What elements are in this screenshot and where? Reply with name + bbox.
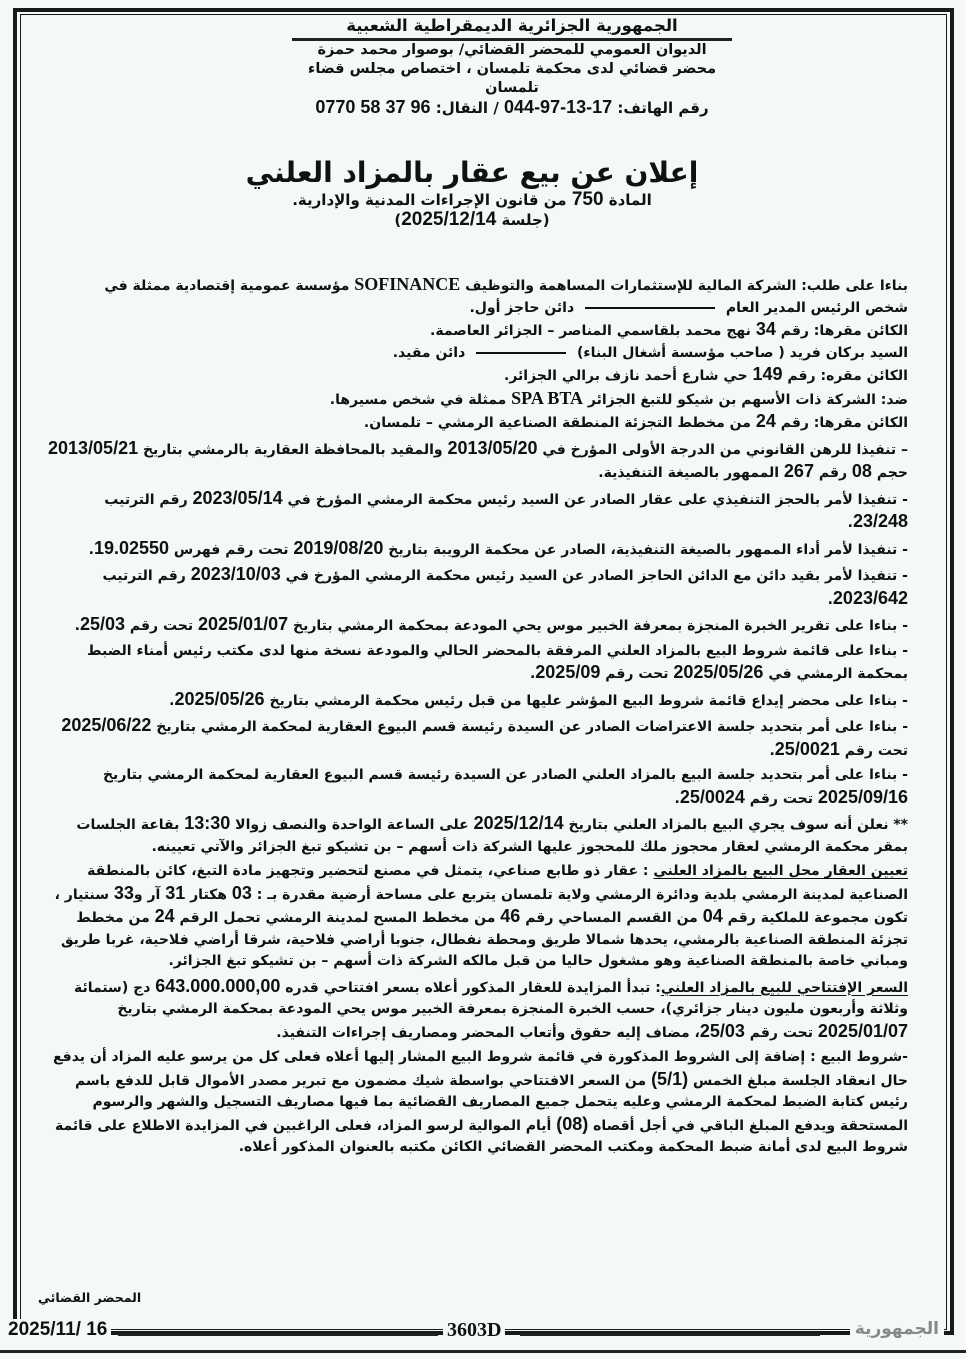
number-value: 25/0021 [774, 738, 840, 759]
number-value: 25/03 [79, 614, 126, 634]
mobile-label: النقال: [435, 99, 489, 117]
procedure-item [40, 715, 908, 762]
price-label: السعر الإفتتاحي للبيع بالمزاد العلني [660, 979, 908, 996]
phone-number: 044-97-13-17 [504, 97, 613, 117]
text-segment: سنتيار ، تكون مجموعة للملكية رقم [54, 886, 908, 926]
number-value: 31 [165, 882, 186, 903]
text-segment: من القسم المساحي رقم [520, 910, 703, 926]
text-segment: حجم [871, 465, 908, 481]
text-segment: رقم الترتيب [104, 491, 193, 508]
session-date: 2025/12/14 [401, 209, 497, 230]
address-rest: نهج محمد بلقاسمي المناصر – الجزائر العاصمة. [430, 323, 751, 339]
debtor-prefix: ضد: الشركة ذات الأسهم بن شيكو للتبغ الجزائر [587, 391, 908, 408]
number-value: 2023/10/03 [190, 564, 281, 584]
contact-line [292, 98, 732, 118]
text-segment: – تنفيذا للرهن القانوني من الدرجة الأولى المؤرخ في [537, 441, 908, 458]
number-value: 2023/05/14 [192, 487, 283, 508]
text-segment: ، مضاف إليه حقوق وأتعاب المحضر ومصاريف إجراءات التنفيذ. [276, 1024, 700, 1041]
number-value: 03 [231, 882, 252, 903]
text-segment: من السعر الافتتاحي بواسطة شيك مضمون مع تبرير مصدر الأموال قابل للدفع باسم رئيس كتابة الضبط لمحكمة الرمشي وعليه يتحمل جميع المصاريف القضائية بما فيها مصاريف التسجيل والشهر والرسوم المستحقة ويدفع المبلغ الباقي في أجل أقصاه [75, 1072, 908, 1134]
request-rest: مؤسسة عمومية إقتصادية ممثلة في [104, 278, 350, 294]
creditor-role: دائن مقيد. [392, 344, 466, 361]
number-value: (5/1) [651, 1068, 689, 1089]
text-segment: تحت رقم [125, 618, 199, 634]
text-segment: رقم الترتيب [102, 568, 191, 584]
procedure-item [40, 538, 908, 562]
sale-conditions [40, 1047, 908, 1159]
text-segment: - بناءا على تقرير الخبرة المنجزة بمعرفة الخبير موس يحي المودعة بمحكمة الرمشي بتاريخ [288, 618, 908, 634]
address-number: 149 [752, 364, 783, 384]
property-description [40, 861, 908, 973]
text-segment: والمقيد بالمحافظة العقارية بالرمشي بتاريخ [138, 441, 448, 458]
number-value: 2025/09/16 [817, 786, 908, 807]
bailiff-office: الديوان العمومي للمحضر القضائي/ بوصوار محمد حمزة [317, 42, 707, 58]
text-segment: - تنفيذا لأمر أداء الممهور بالصيغة التنفيذية، الصادر عن محكمة الرويبة بتاريخ [383, 541, 908, 558]
text-segment: - بناءا على أمر بتحديد جلسة الاعتراضات الصادر عن السيدة رئيسة قسم البيوع العقارية لمحكمة الرمشي بتاريخ [151, 719, 908, 735]
procedures-list [40, 438, 908, 811]
property-label: تعيين العقار محل البيع بالمزاد العلني [653, 863, 908, 879]
procedure-item [40, 564, 908, 611]
text-segment: . [88, 541, 94, 558]
text-segment: - تنفيذا لأمر بالحجز التنفيذي على عقار الصادر عن السيد رئيس محكمة الرمشي المؤرخ في [282, 491, 908, 508]
text-segment: بقاعة الجلسات بمقر محكمة الرمشي لعقار محجوز ملك للمحجوز عليها الشركة ذات أسهم – بن تشيكو تبغ الجزائر والآتي تعيينه. [76, 817, 908, 855]
text-segment: دج (ستمائة وثلاثة وأربعون مليون دينار جزائري)، حسب الخبرة المنجزة بمعرفة الخبير موس يحي المودعة بمحكمة الرمشي بتاريخ [73, 979, 908, 1017]
number-value: 24 [154, 906, 175, 926]
number-value: 23/248 [852, 511, 908, 531]
text-segment: من مخطط المسح لمدينة الرمشي تحمل الرقم [174, 910, 501, 926]
text-segment: تحت رقم [744, 1024, 818, 1041]
fill-line [476, 352, 566, 354]
text-segment: . [674, 790, 680, 807]
address-prefix: الكائن مقره: رقم [787, 368, 908, 384]
notice-title-block [222, 156, 722, 230]
number-value: 46 [500, 906, 521, 926]
procedure-item [40, 488, 908, 535]
number-value: 2025/05/26 [174, 688, 265, 709]
mobile-number: 0770 58 37 96 [315, 97, 431, 117]
address-2 [40, 364, 908, 388]
text-segment: . [529, 666, 536, 682]
text-segment: . [74, 618, 80, 634]
text-segment: آر و [133, 886, 166, 903]
address-rest: من مخطط التجزئة المنطقة الصناعية الرمشي – تلمسان. [363, 415, 751, 431]
address-prefix: الكائن مقرها: رقم [780, 323, 908, 339]
address-number: 34 [755, 319, 776, 339]
text-segment: . [169, 692, 175, 709]
fill-line [585, 307, 715, 309]
number-value: 2025/06/22 [61, 715, 152, 735]
address-number: 24 [755, 411, 776, 431]
text-segment: : عقار ذو طابع صناعي، يتمثل في مصنع لتحضير وتجهيز مادة التبغ، كائن بالمنطقة الصناعية لمدينة الرمشي بلدية ودائرة الرمشي ولاية تلمسان يتربع على مساحة أرضية مقدرة بـ : [87, 863, 908, 903]
number-value: 2023/642 [832, 587, 908, 608]
requesting-party [40, 274, 908, 298]
session-date-line [222, 210, 722, 230]
number-value: 04 [702, 906, 723, 926]
debtor-rest: ممثلة في شخص مسيرها. [329, 391, 507, 408]
procedure-item [40, 765, 908, 810]
text-segment: على الساعة الواحدة والنصف زوالا [230, 817, 474, 833]
request-intro: بناءا على طلب: الشركة المالية للإستثمارات المساهمة والتوظيف [465, 278, 908, 294]
legal-article [222, 190, 722, 210]
number-value: 25/0024 [679, 786, 745, 807]
number-value: (08) [556, 1113, 589, 1134]
article-prefix: المادة [608, 191, 652, 209]
text-segment: تحت رقم [600, 666, 674, 682]
procedure-item [40, 689, 908, 713]
number-value: 13:30 [184, 813, 231, 833]
number-value: 267 [783, 461, 814, 481]
number-value: 2013/05/20 [447, 437, 538, 458]
notice-body [30, 274, 932, 1159]
procedure-item [40, 438, 908, 485]
second-creditor [40, 343, 908, 365]
number-value: 2013/05/21 [48, 437, 139, 458]
number-value: 2019/08/20 [293, 537, 384, 558]
number-value: 25/03 [699, 1020, 745, 1041]
text-segment: - تنفيذا لأمر بقيد دائن مع الدائن الحاجز الصادر عن السيد رئيس محكمة الرمشي المؤرخ في [280, 568, 908, 584]
contact-separator: / [493, 99, 499, 117]
notice-code: 3603D [443, 1319, 505, 1342]
phone-label: رقم الهاتف: [617, 99, 709, 117]
text-segment: . [827, 591, 833, 608]
article-number: 750 [571, 189, 604, 210]
request-company: SOFINANCE [354, 274, 461, 294]
debtor-company: SPA BTA [511, 387, 584, 408]
opening-price [40, 976, 908, 1045]
session-prefix: (جلسة [501, 211, 550, 229]
text-segment: تحت رقم [744, 790, 818, 807]
number-value: 2025/12/14 [473, 813, 564, 833]
text-segment: : تبدأ المزايدة للعقار المذكور أعلاه بسعر افتتاحي قدره [280, 979, 661, 996]
number-value: 2025/01/07 [198, 614, 289, 634]
text-segment: أيام الموالية لرسو المزاد، فعلى الراغبين في المزايدة الاطلاع على قائمة شروط البيع لدى أمانة ضبط المحكمة ومكتب المحضر القضائي الكائن مكتبه بالعنوان المذكور أعلاه. [55, 1117, 908, 1155]
number-value: 19.02550 [93, 537, 170, 558]
text-segment: - بناءا على محضر إيداع قائمة شروط البيع المؤشر عليها من قبل رئيس محكمة الرمشي بتاريخ [264, 692, 908, 709]
text-segment: تحت رقم فهرس [169, 541, 294, 558]
address-prefix: الكائن مقرها: رقم [780, 415, 908, 431]
request-rep: شخص الرئيس المدير العام [725, 299, 908, 316]
text-segment: - بناءا على أمر بتحديد جلسة البيع بالمزاد العلني الصادر عن السيدة رئيسة قسم البيوع العقارية لمحكمة الرمشي بتاريخ [102, 767, 908, 783]
bottom-rule [0, 1350, 966, 1353]
text-segment: . [769, 742, 775, 759]
text-segment: ** نعلن أنه سوف يجري البيع بالمزاد العلني بتاريخ [563, 817, 908, 833]
article-suffix: من قانون الإجراءات المدنية والإدارية. [292, 191, 567, 209]
auction-announcement [40, 813, 908, 858]
bailiff-signature: المحضر القضائي [38, 1290, 142, 1305]
publication-date: 2025/11/ 16 [4, 1319, 111, 1341]
text-segment: . [847, 515, 853, 531]
request-role: دائن حاجز أول. [469, 299, 575, 316]
republic-name: الجمهورية الجزائرية الديمقراطية الشعبية [292, 16, 732, 41]
text-segment: رقم [813, 465, 852, 481]
procedure-item [40, 641, 908, 686]
newspaper-logo: الجمهورية [850, 1319, 944, 1339]
text-segment: هكتار [185, 886, 232, 903]
procedure-item [40, 614, 908, 638]
creditor-name: السيد بركان فريد ( صاحب مؤسسة أشغال البناء) [577, 344, 908, 361]
court-jurisdiction: محضر قضائي لدى محكمة تلمسان ، اختصاص مجلس قضاء تلمسان [307, 61, 717, 96]
text-segment: من مخطط تجزئة المنطقة الصناعية بالرمشي، يحدها شمالا طريق ومحطة نفطال، جنوبا أراضي فلاحية، شرقا أراضي فلاحية، غربا طريق ومباني خاصة بالمنطقة الصناعية وهو مشغول حاليا من قبل مالكه الشركة ذات أسهم – بن تشيكو تبغ الجزائر. [61, 910, 908, 969]
text-segment: -شروط البيع : إضافة إلى الشروط المذكورة في قائمة شروط البيع المشار إليها أعلاه فعلى كل من يرسو عليه المزاد أن يدفع حال انعقاد الجلسة مبلغ الخمس [52, 1049, 908, 1089]
number-value: 2025/01/07 [817, 1020, 908, 1041]
text-segment: الممهور بالصيغة التنفيذية. [598, 465, 784, 481]
number-value: 643.000.000,00 [155, 975, 281, 996]
address-rest: حي شارع أحمد نازف برالي الجزائر. [504, 368, 748, 384]
number-value: 08 [851, 461, 872, 481]
number-value: 33 [113, 882, 134, 903]
bailiff-header [292, 16, 732, 118]
number-value: 2025/05/26 [673, 662, 764, 682]
text-segment: تحت رقم [839, 742, 908, 759]
address-1 [40, 319, 908, 343]
requesting-representative [40, 298, 908, 320]
notice-content [30, 16, 932, 1159]
page-footer [0, 1319, 966, 1347]
number-value: 2025/09 [535, 662, 601, 682]
text-segment: - بناءا على قائمة شروط البيع بالمزاد العلني المرفقة بالمحضر الحالي والمودعة نسخة منها لدى مكتب رئيس أمناء الضبط بمحكمة الرمشي في [87, 642, 908, 682]
session-suffix: ) [394, 211, 402, 229]
address-3 [40, 411, 908, 435]
debtor-party [40, 388, 908, 412]
notice-title: إعلان عن بيع عقار بالمزاد العلني [245, 156, 699, 189]
